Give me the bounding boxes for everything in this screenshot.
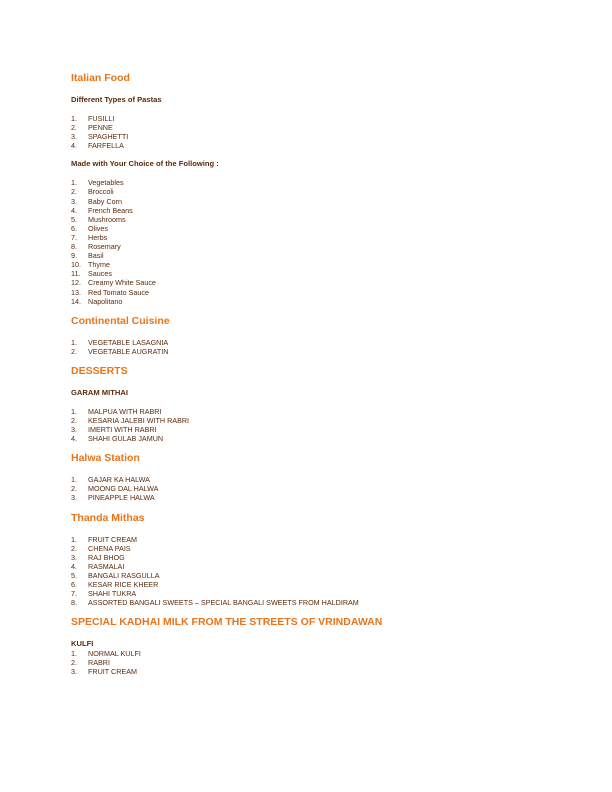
list-item-label: FARFELLA (88, 141, 124, 151)
list-item-number: 4. (71, 561, 77, 571)
list-item (71, 178, 591, 187)
list-item-number: 3. (71, 667, 77, 677)
list-item-label: French Beans (88, 205, 133, 215)
list-item (71, 407, 591, 416)
list-item-label: Basil (88, 251, 104, 261)
list-item-label: Napolitano (88, 296, 123, 306)
list-item-label: RAJ BHOG (88, 552, 125, 562)
list-item-label: Broccoli (88, 187, 114, 197)
list-item (71, 434, 591, 443)
desserts-title: DESSERTS (71, 364, 128, 377)
list-item-label: GAJAR KA HALWA (88, 475, 150, 485)
list-item (71, 233, 591, 242)
list-item (71, 197, 591, 206)
list-item-label: Herbs (88, 232, 108, 242)
list-item-number: 2. (71, 123, 77, 133)
list-item (71, 242, 591, 251)
list-item (71, 132, 591, 141)
list-item-label: NORMAL KULFI (88, 649, 141, 659)
list-item (71, 475, 591, 484)
list-item (71, 493, 591, 502)
list-item-label: FUSILLI (88, 114, 115, 123)
list-item-number: 4. (71, 434, 77, 444)
list-item (71, 297, 591, 306)
halwa-station-title: Halwa Station (71, 452, 140, 465)
list-item (71, 141, 591, 150)
list-item-number: 2. (71, 187, 77, 197)
list-item (71, 338, 591, 347)
pasta-list (71, 114, 591, 150)
list-item-label: RABRI (88, 658, 110, 668)
list-item (71, 667, 591, 676)
list-item (71, 580, 591, 589)
list-item-number: 9. (71, 251, 77, 261)
list-item-number: 2. (71, 658, 77, 668)
menu-page (71, 72, 591, 677)
list-item-number: 10. (71, 260, 81, 270)
list-item-label: BANGALI RASGULLA (88, 570, 160, 580)
list-item (71, 658, 591, 667)
list-item-label: PINEAPPLE HALWA (88, 493, 155, 503)
garam-mithai-heading: GARAM MITHAI (71, 387, 128, 397)
list-item (71, 347, 591, 356)
list-item (71, 278, 591, 287)
list-item-number: 14. (71, 296, 81, 306)
italian-food-title: Italian Food (71, 72, 130, 84)
list-item-label: Thyme (88, 260, 110, 270)
list-item-number: 6. (71, 223, 77, 233)
choice-heading: Made with Your Choice of the Following : (71, 159, 219, 169)
list-item-label: MALPUA WITH RABRI (88, 406, 162, 416)
list-item (71, 224, 591, 233)
list-item-label: KESAR RICE KHEER (88, 580, 159, 589)
garam-mithai-list (71, 407, 591, 443)
list-item-number: 2. (71, 543, 77, 553)
list-item-label: Baby Corn (88, 196, 122, 206)
list-item (71, 484, 591, 493)
list-item-label: ASSORTED BANGALI SWEETS – SPECIAL BANGALI SWEETS FROM HALDIRAM (88, 598, 359, 608)
list-item (71, 187, 591, 196)
list-item-label: SHAHI TUKRA (88, 589, 137, 599)
list-item (71, 571, 591, 580)
list-item (71, 260, 591, 269)
list-item (71, 649, 591, 658)
list-item-number: 12. (71, 278, 81, 288)
list-item (71, 416, 591, 425)
list-item-label: VEGETABLE AUGRATIN (88, 346, 169, 356)
list-item (71, 288, 591, 297)
list-item (71, 425, 591, 434)
list-item (71, 544, 591, 553)
list-item-number: 1. (71, 114, 77, 123)
list-item (71, 553, 591, 562)
list-item-number: 3. (71, 196, 77, 206)
kulfi-list (71, 649, 591, 676)
list-item (71, 251, 591, 260)
list-item-number: 1. (71, 649, 77, 659)
list-item-label: Vegetables (88, 178, 124, 188)
list-item-label: SHAHI GULAB JAMUN (88, 434, 164, 444)
list-item-label: Rosemary (88, 242, 121, 252)
list-item (71, 114, 591, 123)
list-item (71, 562, 591, 571)
list-item (71, 598, 591, 607)
list-item-number: 2. (71, 346, 77, 356)
pasta-types-heading: Different Types of Pastas (71, 95, 162, 104)
thanda-mithas-title: Thanda Mithas (71, 511, 145, 524)
kadhai-milk-title: SPECIAL KADHAI MILK FROM THE STREETS OF VRINDAWAN (71, 616, 383, 629)
list-item-label: Olives (88, 223, 108, 233)
list-item-number: 1. (71, 178, 77, 188)
list-item-number: 5. (71, 570, 77, 580)
list-item-label: PENNE (88, 123, 113, 133)
list-item-label: KESARIA JALEBI WITH RABRI (88, 415, 190, 425)
list-item-number: 8. (71, 242, 77, 252)
list-item-label: RASMALAI (88, 561, 125, 571)
list-item-number: 5. (71, 214, 77, 224)
kulfi-heading: KULFI (71, 639, 94, 649)
list-item-number: 2. (71, 415, 77, 425)
list-item (71, 206, 591, 215)
list-item-number: 3. (71, 132, 77, 142)
list-item-number: 1. (71, 534, 77, 544)
list-item (71, 215, 591, 224)
list-item-number: 7. (71, 589, 77, 599)
list-item-label: FRUIT CREAM (88, 667, 137, 677)
list-item-label: Red Tomato Sauce (88, 287, 149, 297)
list-item-number: 2. (71, 484, 77, 494)
list-item (71, 535, 591, 544)
list-item-label: IMERTI WITH RABRI (88, 425, 157, 435)
list-item-label: FRUIT CREAM (88, 534, 137, 544)
list-item-number: 13. (71, 287, 81, 297)
list-item-number: 4. (71, 205, 77, 215)
list-item (71, 269, 591, 278)
list-item-number: 4. (71, 141, 77, 151)
list-item-label: Sauces (88, 269, 112, 279)
list-item-number: 1. (71, 337, 77, 347)
continental-list (71, 338, 591, 356)
list-item (71, 123, 591, 132)
choice-list (71, 178, 591, 305)
list-item-number: 1. (71, 406, 77, 416)
list-item (71, 589, 591, 598)
list-item-number: 1. (71, 475, 77, 485)
list-item-label: SPAGHETTI (88, 132, 129, 142)
list-item-label: Mushrooms (88, 214, 126, 224)
list-item-number: 8. (71, 598, 77, 608)
list-item-label: CHENA PAIS (88, 543, 131, 553)
continental-cuisine-title: Continental Cuisine (71, 314, 170, 327)
list-item-number: 7. (71, 232, 77, 242)
list-item-number: 3. (71, 425, 77, 435)
list-item-label: MOONG DAL HALWA (88, 484, 159, 494)
thanda-mithas-list (71, 535, 591, 608)
list-item-label: Creamy White Sauce (88, 278, 156, 288)
list-item-label: VEGETABLE LASAGNIA (88, 337, 169, 347)
halwa-list (71, 475, 591, 502)
list-item-number: 6. (71, 580, 77, 589)
list-item-number: 3. (71, 493, 77, 503)
list-item-number: 3. (71, 552, 77, 562)
list-item-number: 11. (71, 269, 81, 279)
